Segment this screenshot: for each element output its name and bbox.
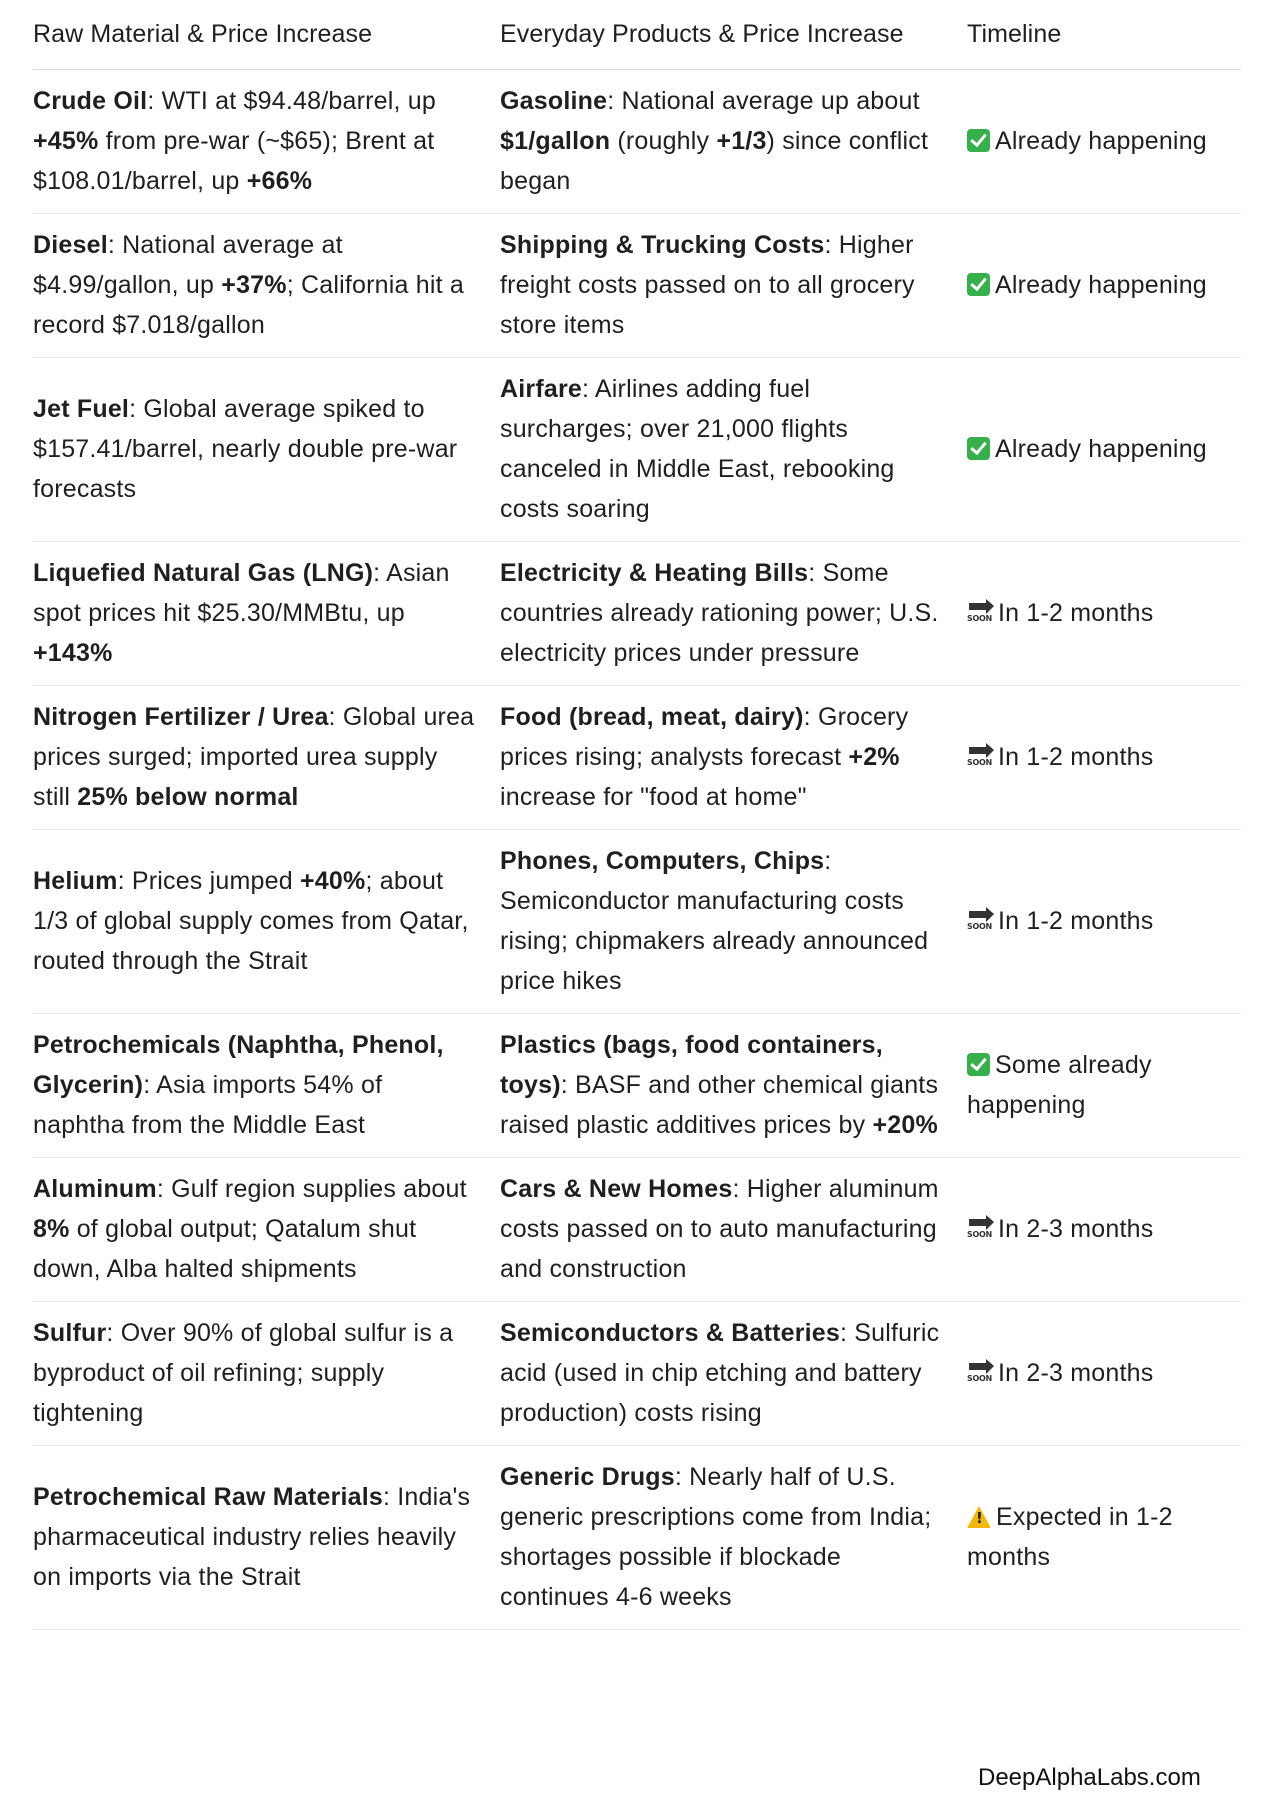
everyday-product-cell <box>500 1158 967 1302</box>
table-row <box>33 1302 1241 1446</box>
text-segment: : National average up about <box>607 87 920 115</box>
raw-material-cell <box>33 686 500 830</box>
raw-material-cell <box>33 1158 500 1302</box>
timeline-cell <box>967 1446 1241 1630</box>
soon-label: SOON <box>967 1374 992 1383</box>
table-row <box>33 1158 1241 1302</box>
bold-text-segment: +1/3 <box>716 127 767 155</box>
bold-text-segment: Generic Drugs <box>500 1463 675 1491</box>
raw-material-cell <box>33 214 500 358</box>
text-segment: ; California hit a record $7.018/gallon <box>33 271 465 339</box>
table-row <box>33 1446 1241 1630</box>
text-segment: (roughly <box>610 127 717 155</box>
text-segment: ) since conflict began <box>500 127 929 195</box>
soon-label: SOON <box>967 922 992 931</box>
text-segment: : Higher freight costs passed on to all grocery store items <box>500 231 915 339</box>
bold-text-segment: +143% <box>33 639 113 667</box>
timeline-status-text: Expected in 1-2 months <box>967 1503 1173 1571</box>
raw-material-cell <box>33 830 500 1014</box>
price-impact-table-container <box>33 0 1241 1630</box>
everyday-product-cell <box>500 358 967 542</box>
text-segment: : National average at $4.99/gallon, up <box>33 231 343 299</box>
everyday-product-cell <box>500 1302 967 1446</box>
header-raw-material: Raw Material & Price Increase <box>33 0 500 70</box>
bold-text-segment: Crude Oil <box>33 87 148 115</box>
bold-text-segment: Diesel <box>33 231 108 259</box>
timeline-status-text: In 2-3 months <box>998 1215 1154 1243</box>
soon-label: SOON <box>967 758 992 767</box>
bold-text-segment: Electricity & Heating Bills <box>500 559 809 587</box>
text-segment: ; about 1/3 of global supply comes from Qatar, routed through the Strait <box>33 867 469 975</box>
bold-text-segment: Petrochemical Raw Materials <box>33 1483 383 1511</box>
warning-icon <box>967 1506 991 1528</box>
bold-text-segment: Petrochemicals (Naphtha, Phenol, Glycerin) <box>33 1031 444 1099</box>
timeline-status-text: Already happening <box>995 127 1207 155</box>
timeline-status-text: Already happening <box>995 271 1207 299</box>
bold-text-segment: Liquefied Natural Gas (LNG) <box>33 559 374 587</box>
text-segment: : India's pharmaceutical industry relies heavily on imports via the Strait <box>33 1483 471 1591</box>
soon-label: SOON <box>967 1230 992 1239</box>
bold-text-segment: Semiconductors & Batteries <box>500 1319 841 1347</box>
bold-text-segment: +40% <box>300 867 366 895</box>
soon-arrow-shape <box>969 911 987 918</box>
text-segment: : Grocery prices rising; analysts forecast <box>500 703 909 771</box>
watermark: DeepAlphaLabs.com <box>978 1764 1201 1791</box>
text-segment: : BASF and other chemical giants raised plastic additives prices by <box>500 1071 939 1139</box>
text-segment: : Prices jumped <box>117 867 300 895</box>
text-segment: : Airlines adding fuel surcharges; over 21,000 flights canceled in Middle East, rebooking costs soaring <box>500 375 895 523</box>
timeline-status-text: In 2-3 months <box>998 1359 1154 1387</box>
raw-material-cell <box>33 1302 500 1446</box>
raw-material-cell <box>33 1014 500 1158</box>
price-impact-table <box>33 0 1241 1630</box>
text-segment: : Over 90% of global sulfur is a byproduct of oil refining; supply tightening <box>33 1319 454 1427</box>
bold-text-segment: Aluminum <box>33 1175 157 1203</box>
bold-text-segment: 25% below normal <box>77 783 299 811</box>
bold-text-segment: Plastics (bags, food containers, toys) <box>500 1031 883 1099</box>
text-segment: from pre-war (~$65); Brent at $108.01/barrel, up <box>33 127 435 195</box>
everyday-product-cell <box>500 542 967 686</box>
soon-arrow-icon <box>967 745 993 769</box>
check-mark-button-icon <box>967 1053 990 1076</box>
soon-arrow-shape <box>969 603 987 610</box>
bold-text-segment: +45% <box>33 127 99 155</box>
check-mark-button-icon <box>967 437 990 460</box>
table-row <box>33 1014 1241 1158</box>
text-segment: : Gulf region supplies about <box>156 1175 467 1203</box>
bold-text-segment: +66% <box>246 167 313 195</box>
text-segment: : Asian spot prices hit $25.30/MMBtu, up <box>33 559 450 627</box>
text-segment: : WTI at $94.48/barrel, up <box>147 87 436 115</box>
raw-material-cell <box>33 70 500 214</box>
bold-text-segment: +2% <box>848 743 900 771</box>
soon-arrow-shape <box>969 1219 987 1226</box>
timeline-cell <box>967 1014 1241 1158</box>
raw-material-cell <box>33 542 500 686</box>
bold-text-segment: Shipping & Trucking Costs <box>500 231 825 259</box>
soon-arrow-shape <box>969 747 987 754</box>
text-segment: : Higher aluminum costs passed on to auto manufacturing and construction <box>500 1175 939 1283</box>
timeline-cell <box>967 542 1241 686</box>
bold-text-segment: Nitrogen Fertilizer / Urea <box>33 703 329 731</box>
text-segment: of global output; Qatalum shut down, Alba halted shipments <box>33 1215 417 1283</box>
text-segment: : Some countries already rationing power; U.S. electricity prices under pressure <box>500 559 939 667</box>
soon-label: SOON <box>967 614 992 623</box>
text-segment: : Sulfuric acid (used in chip etching and battery production) costs rising <box>500 1319 940 1427</box>
everyday-product-cell <box>500 1446 967 1630</box>
text-segment: : Global average spiked to $157.41/barrel, nearly double pre-war forecasts <box>33 395 458 503</box>
bold-text-segment: Food (bread, meat, dairy) <box>500 703 804 731</box>
text-segment: increase for "food at home" <box>500 783 807 811</box>
header-timeline: Timeline <box>967 0 1241 70</box>
everyday-product-cell <box>500 830 967 1014</box>
bold-text-segment: Cars & New Homes <box>500 1175 733 1203</box>
soon-arrow-icon <box>967 909 993 933</box>
bold-text-segment: Gasoline <box>500 87 608 115</box>
soon-arrow-icon <box>967 1217 993 1241</box>
bold-text-segment: +20% <box>872 1111 938 1139</box>
bold-text-segment: 8% <box>33 1215 70 1243</box>
bold-text-segment: Phones, Computers, Chips <box>500 847 825 875</box>
bold-text-segment: Airfare <box>500 375 582 403</box>
soon-arrow-shape <box>969 1363 987 1370</box>
timeline-cell <box>967 1158 1241 1302</box>
timeline-cell <box>967 358 1241 542</box>
text-segment: : Asia imports 54% of naphtha from the Middle East <box>33 1071 383 1139</box>
table-header-row <box>33 0 1241 70</box>
timeline-cell <box>967 686 1241 830</box>
header-everyday-products: Everyday Products & Price Increase <box>500 0 967 70</box>
text-segment: : Semiconductor manufacturing costs rising; chipmakers already announced price hikes <box>500 847 929 995</box>
timeline-status-text: In 1-2 months <box>998 743 1154 771</box>
timeline-status-text: Some already happening <box>967 1051 1152 1119</box>
bold-text-segment: $1/gallon <box>500 127 611 155</box>
soon-arrow-icon <box>967 1361 993 1385</box>
table-row <box>33 830 1241 1014</box>
check-mark-button-icon <box>967 129 990 152</box>
timeline-status-text: In 1-2 months <box>998 599 1154 627</box>
timeline-status-text: Already happening <box>995 435 1207 463</box>
timeline-cell <box>967 70 1241 214</box>
timeline-cell <box>967 214 1241 358</box>
everyday-product-cell <box>500 70 967 214</box>
timeline-cell <box>967 1302 1241 1446</box>
raw-material-cell <box>33 358 500 542</box>
timeline-cell <box>967 830 1241 1014</box>
table-row <box>33 214 1241 358</box>
everyday-product-cell <box>500 214 967 358</box>
table-row <box>33 358 1241 542</box>
raw-material-cell <box>33 1446 500 1630</box>
everyday-product-cell <box>500 686 967 830</box>
table-row <box>33 686 1241 830</box>
text-segment: : Global urea prices surged; imported urea supply still <box>33 703 475 811</box>
table-body <box>33 70 1241 1630</box>
table-row <box>33 542 1241 686</box>
check-mark-button-icon <box>967 273 990 296</box>
text-segment: : Nearly half of U.S. generic prescriptions come from India; shortages possible if blockade continues 4-6 weeks <box>500 1463 932 1611</box>
soon-arrow-icon <box>967 601 993 625</box>
everyday-product-cell <box>500 1014 967 1158</box>
bold-text-segment: Sulfur <box>33 1319 107 1347</box>
bold-text-segment: Jet Fuel <box>33 395 130 423</box>
bold-text-segment: Helium <box>33 867 118 895</box>
timeline-status-text: In 1-2 months <box>998 907 1154 935</box>
table-row <box>33 70 1241 214</box>
bold-text-segment: +37% <box>221 271 287 299</box>
